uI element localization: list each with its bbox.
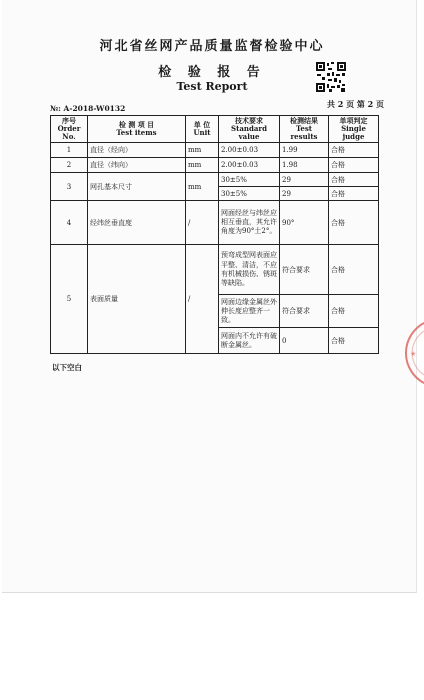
standard-cell: 网面内不允许有破断金属丝。 <box>219 328 280 354</box>
table-row <box>51 245 379 295</box>
result-cell: 0 <box>280 328 329 354</box>
red-seal-stamp <box>396 318 424 388</box>
judge-cell: 合格 <box>329 201 379 245</box>
standard-cell: 预弯成型网表面应平整、清洁，不应有机械损伤、锈斑等缺陷。 <box>219 245 280 295</box>
result-cell: 29 <box>280 173 329 187</box>
report-number: №: A-2018-W0132 <box>50 104 126 113</box>
judge-cell: 合格 <box>329 295 379 328</box>
unit-cell: mm <box>186 173 219 201</box>
standard-cell: 30±5% <box>219 187 280 201</box>
table-row <box>51 158 379 173</box>
item-cell: 经纬丝垂直度 <box>88 201 186 245</box>
result-cell: 1.98 <box>280 158 329 173</box>
header-items: 检 测 项 目 Test items <box>88 116 186 143</box>
judge-cell: 合格 <box>329 328 379 354</box>
standard-cell: 网面经丝与纬丝应相互垂直，其允许角度为90°土2°。 <box>219 201 280 245</box>
item-cell: 表面质量 <box>88 245 186 354</box>
item-cell: 直径（纬向） <box>88 158 186 173</box>
table-row <box>51 143 379 158</box>
end-of-table-note: 以下空白 <box>52 363 82 372</box>
test-results-table <box>50 115 379 354</box>
unit-cell: / <box>186 201 219 245</box>
order-cell: 2 <box>51 158 88 173</box>
result-cell: 符合要求 <box>280 245 329 295</box>
standard-cell: 2.00±0.03 <box>219 158 280 173</box>
result-cell: 29 <box>280 187 329 201</box>
standard-cell: 网面边缘金属丝外伸长度应整齐一致。 <box>219 295 280 328</box>
standard-cell: 2.00±0.03 <box>219 143 280 158</box>
page-indicator: 共 2 页 第 2 页 <box>326 99 384 109</box>
report-title-en: Test Report <box>176 80 248 93</box>
judge-cell: 合格 <box>329 173 379 187</box>
organization-name: 河北省丝网产品质量监督检验中心 <box>99 39 325 54</box>
report-title-cn: 检 验 报 告 <box>158 65 266 80</box>
table-row <box>51 201 379 245</box>
order-cell: 1 <box>51 143 88 158</box>
result-cell: 1.99 <box>280 143 329 158</box>
judge-cell: 合格 <box>329 143 379 158</box>
order-cell: 5 <box>51 245 88 354</box>
table-row <box>51 173 379 187</box>
judge-cell: 合格 <box>329 245 379 295</box>
result-cell: 符合要求 <box>280 295 329 328</box>
unit-cell: / <box>186 245 219 354</box>
unit-cell: mm <box>186 158 219 173</box>
order-cell: 4 <box>51 201 88 245</box>
unit-cell: mm <box>186 143 219 158</box>
qr-code-icon <box>315 61 347 93</box>
header-judge: 单项判定 Single judge <box>329 116 379 143</box>
table-header-row <box>51 116 379 143</box>
result-cell: 90° <box>280 201 329 245</box>
order-cell: 3 <box>51 173 88 201</box>
judge-cell: 合格 <box>329 187 379 201</box>
item-cell: 网孔基本尺寸 <box>88 173 186 201</box>
header-standard: 技术要求 Standard value <box>219 116 280 143</box>
standard-cell: 30±5% <box>219 173 280 187</box>
item-cell: 直径（经向） <box>88 143 186 158</box>
judge-cell: 合格 <box>329 158 379 173</box>
header-unit: 单 位 Unit <box>186 116 219 143</box>
header-order: 序号 Order No. <box>51 116 88 143</box>
header-results: 检测结果 Test results <box>280 116 329 143</box>
svg-text:★: ★ <box>410 350 417 358</box>
